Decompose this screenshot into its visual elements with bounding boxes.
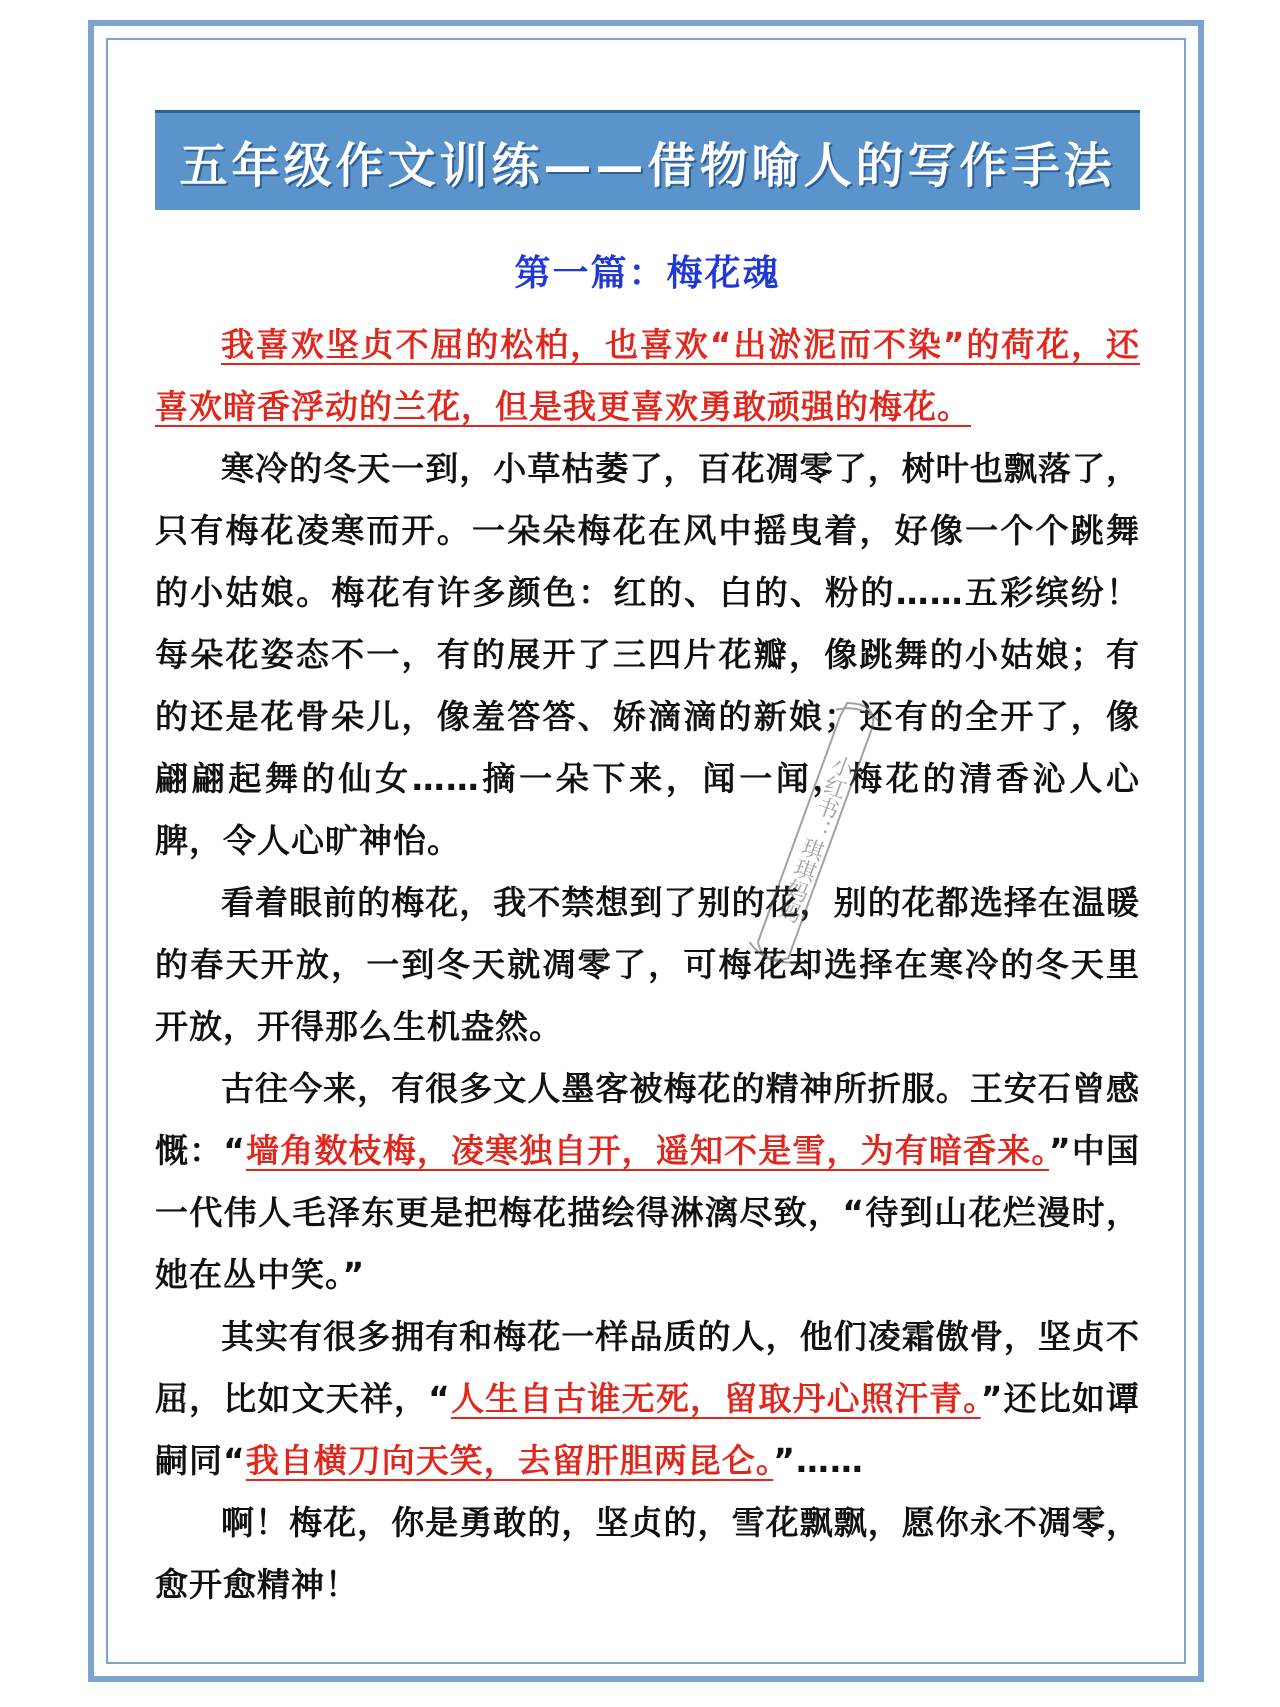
people-text-b: ”还比如谭嗣同“	[155, 1379, 1140, 1480]
poem-quote-wang: 墙角数枝梅，凌寒独自开，遥知不是雪，为有暗香来。	[245, 1131, 1050, 1170]
poets-text-a: 古往今来，有很多文人墨客被梅花的精神所折服。王安石曾感慨：“	[155, 1069, 1140, 1170]
paragraph-winter: 寒冷的冬天一到，小草枯萎了，百花凋零了，树叶也飘落了，只有梅花凌寒而开。一朵朵梅花在风中摇曳着，好像一个个跳舞的小姑娘。梅花有许多颜色：红的、白的、粉的……五彩缤纷！每朵花姿态不一，有的展开了三四片花瓣，像跳舞的小姑娘；有的还是花骨朵儿，像羞答答、娇滴滴的新娘；还有的全开了，像翩翩起舞的仙女……摘一朵下来，闻一闻，梅花的清香沁人心脾，令人心旷神怡。	[155, 449, 1140, 860]
poem-quote-wen: 人生自古谁无死，留取丹心照汗青。	[450, 1379, 981, 1418]
paragraph-poets	[155, 1058, 1140, 1306]
essay-subtitle: 第一篇：梅花魂	[514, 253, 781, 294]
document-content	[155, 110, 1140, 1616]
title-banner	[155, 110, 1140, 210]
paragraph-intro: 我喜欢坚贞不屈的松柏，也喜欢“出淤泥而不染”的荷花，还喜欢暗香浮动的兰花，但是我更喜欢勇敢顽强的梅花。	[155, 325, 1140, 426]
people-text-c: ”……	[773, 1441, 864, 1480]
poets-text-b: ”中国一代伟人毛泽东更是把梅花描绘得淋漓尽致，“待到山花烂漫时，她在丛中笑。”	[155, 1131, 1140, 1294]
people-text-a: 其实有很多拥有和梅花一样品质的人，他们凌霜傲骨，坚贞不屈，比如文天祥，“	[155, 1317, 1140, 1418]
paragraph-conclusion: 啊！梅花，你是勇敢的，坚贞的，雪花飘飘，愿你永不凋零，愈开愈精神！	[155, 1503, 1140, 1604]
paragraph-people	[155, 1306, 1140, 1492]
watermark-text: 小红书：琪琪妈妈	[773, 751, 857, 926]
page-title: 五年级作文训练——借物喻人的写作手法	[179, 138, 1116, 194]
paragraph-contrast: 看着眼前的梅花，我不禁想到了别的花，别的花都选择在温暖的春天开放，一到冬天就凋零了，可梅花却选择在寒冷的冬天里开放，开得那么生机盎然。	[155, 883, 1140, 1046]
poem-quote-tan: 我自横刀向天笑，去留肝胆两昆仑。	[245, 1441, 774, 1480]
